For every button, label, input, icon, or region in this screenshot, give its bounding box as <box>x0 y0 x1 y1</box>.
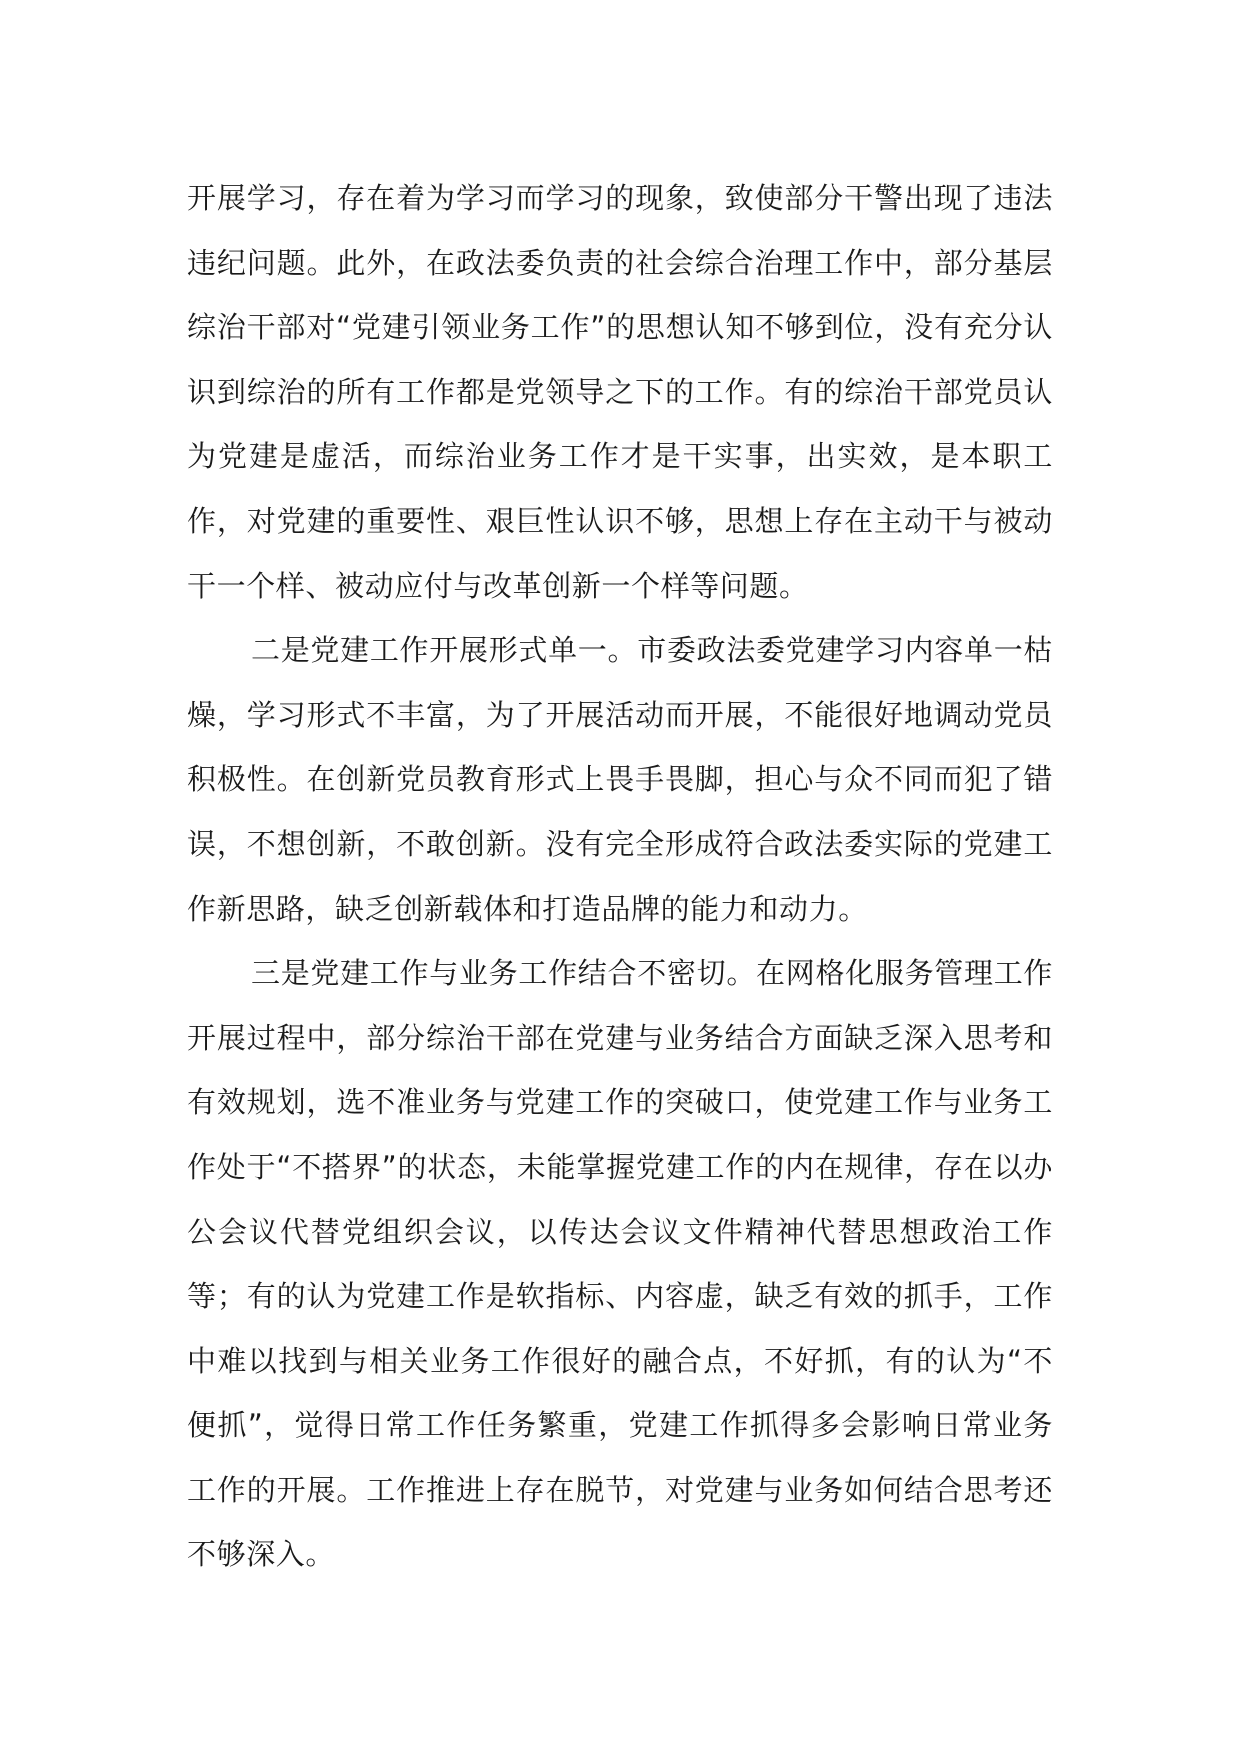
document-body <box>187 166 1053 1587</box>
paragraph-2: 二是党建工作开展形式单一。市委政法委党建学习内容单一枯燥，学习形式不丰富，为了开展活动而开展，不能很好地调动党员积极性。在创新党员教育形式上畏手畏脚，担心与众不同而犯了错误，不想创新，不敢创新。没有完全形成符合政法委实际的党建工作新思路，缺乏创新载体和打造品牌的能力和动力。 <box>187 633 1053 926</box>
paragraph-3: 三是党建工作与业务工作结合不密切。在网格化服务管理工作开展过程中，部分综治干部在党建与业务结合方面缺乏深入思考和有效规划，选不准业务与党建工作的突破口，使党建工作与业务工作处于“不搭界”的状态，未能掌握党建工作的内在规律，存在以办公会议代替党组织会议，以传达会议文件精神代替思想政治工作等；有的认为党建工作是软指标、内容虚，缺乏有效的抓手，工作中难以找到与相关业务工作很好的融合点，不好抓，有的认为“不便抓”，觉得日常工作任务繁重，党建工作抓得多会影响日常业务工作的开展。工作推进上存在脱节，对党建与业务如何结合思考还不够深入。 <box>187 956 1053 1572</box>
paragraph-1: 开展学习，存在着为学习而学习的现象，致使部分干警出现了违法违纪问题。此外，在政法委负责的社会综合治理工作中，部分基层综治干部对“党建引领业务工作”的思想认知不够到位，没有充分认识到综治的所有工作都是党领导之下的工作。有的综治干部党员认为党建是虚活，而综治业务工作才是干实事，出实效，是本职工作，对党建的重要性、艰巨性认识不够，思想上存在主动干与被动干一个样、被动应付与改革创新一个样等问题。 <box>187 181 1053 603</box>
